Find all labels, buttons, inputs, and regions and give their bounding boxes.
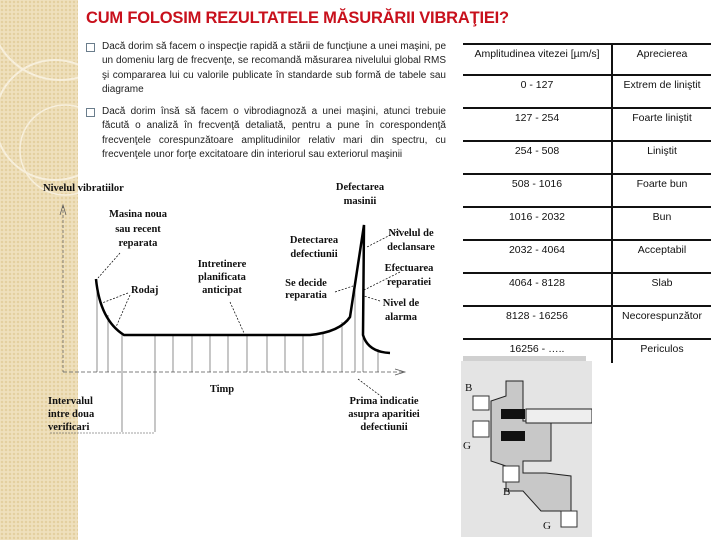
amplitude-cell: 1016 - 2032 xyxy=(508,211,566,223)
bullet-text: Dacă dorim să facem o inspecţie rapidă a stării de funcţiune a unei maşini, pe un domeniu larg de frecvenţe, se recomandă măsurarea nivelului global RMS şi compararea lui cu valorile publicate în standarde sub formă de tabele sau diagrame xyxy=(102,41,446,95)
amplitude-cell: 16256 - ….. xyxy=(509,343,565,355)
assessment-cell: Acceptabil xyxy=(637,244,687,256)
label-first-indication: Prima indicatie asupra aparitiei defectiunii xyxy=(348,396,420,433)
bearing-label: B xyxy=(465,382,473,394)
bearing-upper xyxy=(501,409,525,419)
slide-title: CUM FOLOSIM REZULTATELE MĂSURĂRII VIBRAŢIEI? xyxy=(86,9,509,27)
amplitude-cell: 0 - 127 xyxy=(520,79,554,91)
assessment-cell: Extrem de liniştit xyxy=(623,79,701,91)
label-maintenance: Intretinere planificata anticipat xyxy=(197,259,247,296)
bearing-label: B xyxy=(503,486,511,498)
assessment-cell: Periculos xyxy=(640,343,684,355)
bearing-label: G xyxy=(543,520,551,532)
amplitude-cell: 4064 - 8128 xyxy=(508,277,566,289)
label-repair: Efectuarea reparatiei xyxy=(384,263,434,288)
assessment-cell: Liniştit xyxy=(647,145,677,157)
header-amplitude: Amplitudinea vitezei [µm/s] xyxy=(474,48,600,60)
sensor-box xyxy=(473,421,489,437)
header-assessment: Aprecierea xyxy=(636,48,688,60)
label-decide: Se decide reparatia xyxy=(285,278,327,301)
sensor-box xyxy=(473,396,489,410)
label-detection: Detectarea defectiunii xyxy=(289,235,339,260)
label-failure: Defectarea masinii xyxy=(335,182,385,207)
amplitude-cell: 254 - 508 xyxy=(514,145,560,157)
amplitude-cell: 8128 - 16256 xyxy=(506,310,568,322)
assessment-cell: Slab xyxy=(651,277,673,289)
bearing-drawing xyxy=(461,361,592,537)
amplitude-cell: 127 - 254 xyxy=(514,112,560,124)
shaft xyxy=(526,409,592,423)
label-trigger: Nivelul de declansare xyxy=(387,228,435,253)
sensor-box xyxy=(503,466,519,482)
bearing-label: G xyxy=(463,440,471,452)
y-axis-label: Nivelul vibratiilor xyxy=(43,183,124,194)
bearing-lower xyxy=(501,431,525,441)
assessment-cell: Foarte liniştit xyxy=(632,112,692,124)
assessment-cell: Necorespunzător xyxy=(622,310,702,322)
bullet-text: Dacă dorim însă să facem o vibrodiagnoză a unei maşini, atunci trebuie făcută o analiză în frecvenţă detaliată, pentru a pune în corespondenţă frecvenţele corespunzătoare amplitudinilor relativ mari din spectru, cu frecvenţele unor forţe excitatoare din interiorul sau exteriorul maşinii xyxy=(102,106,446,161)
assessment-cell: Bun xyxy=(652,211,672,223)
label-interval: Intervalul intre doua verificari xyxy=(48,396,95,433)
amplitude-cell: 2032 - 4064 xyxy=(508,244,566,256)
sensor-box xyxy=(561,511,577,527)
label-new-machine: Masina noua sau recent reparata xyxy=(108,209,168,249)
assessment-cell: Foarte bun xyxy=(636,178,688,190)
x-axis-label: Timp xyxy=(209,384,235,395)
label-rodaj: Rodaj xyxy=(131,285,159,296)
label-alarm: Nivel de alarma xyxy=(382,298,420,323)
amplitude-cell: 508 - 1016 xyxy=(511,178,563,190)
